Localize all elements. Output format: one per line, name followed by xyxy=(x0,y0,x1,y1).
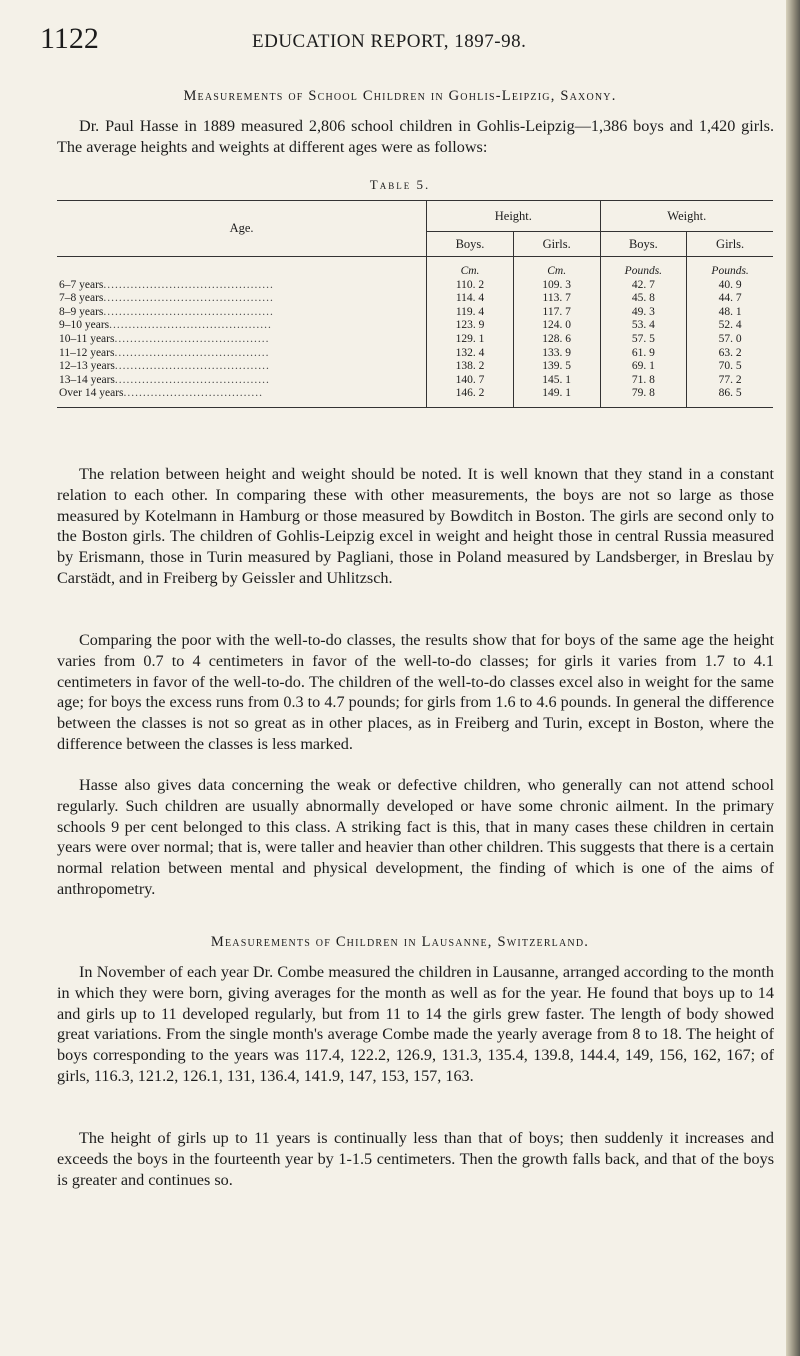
paragraph-relation: The relation between height and weight should be noted. It is well known that they stand in a constant relation to each other. In comparing these with other measurements, the boys are not so large as those measured by Kotelmann in Hamburg or those measured by Bowditch in Boston. The girls are second only to the Boston girls. The children of Gohlis-Leipzig excel in weight and height those in central Russia measured by Erismann, those in Turin measured by Pagliani, those in Poland measured by Landsberger, in Breslau by Carstädt, and in Freiberg by Geissler and Uhlitzsch. xyxy=(57,465,774,587)
weight-boys-cell: 71. 8 xyxy=(600,374,687,388)
page-number: 1122 xyxy=(40,22,99,55)
height-girls-cell: 128. 6 xyxy=(513,333,600,347)
table-row xyxy=(57,333,773,347)
weight-girls-cell: 70. 5 xyxy=(718,360,742,373)
height-boys-cell: 114. 4 xyxy=(427,292,514,306)
age-label: 10–11 years xyxy=(59,332,115,345)
age-cell xyxy=(57,347,427,361)
weight-girls-cell: 63. 2 xyxy=(718,346,742,359)
weight-boys-cell: 45. 8 xyxy=(600,292,687,306)
height-girls-cell: 139. 5 xyxy=(513,360,600,374)
leader-dots: ........................................ xyxy=(114,373,270,386)
age-cell xyxy=(57,319,427,333)
unit-height-girls: Cm. xyxy=(513,257,600,279)
table-row xyxy=(57,387,773,407)
paragraph-girls-height: The height of girls up to 11 years is continually less than that of boys; then suddenly it increases and exceeds the boys in the fourteenth year by 1-1.5 centimeters. Then the growth falls back, and that of the boys is greater and continues so. xyxy=(57,1129,774,1189)
table-row xyxy=(57,292,773,306)
weight-girls-cell: 48. 1 xyxy=(718,305,742,318)
height-boys-cell: 129. 1 xyxy=(427,333,514,347)
height-boys-cell: 146. 2 xyxy=(427,387,514,407)
age-label: 12–13 years xyxy=(59,360,115,373)
age-label: 11–12 years xyxy=(59,346,115,359)
paragraph-defective: Hasse also gives data concerning the weak or defective children, who generally can not attend school regularly. Such children are usually abnormally developed or have some chronic ailment. In the primary schools 9 per cent belonged to this class. A striking fact is this, that in many cases these children in certain years were over normal; that is, were taller and heavier than other children. This suggests that there is a certain normal relation between mental and physical development, the finding of which is one of the aims of anthropometry. xyxy=(57,776,774,898)
age-label: Over 14 years xyxy=(59,387,124,400)
weight-boys-cell: 69. 1 xyxy=(600,360,687,374)
age-label: 7–8 years xyxy=(59,292,104,305)
height-boys-header: Boys. xyxy=(427,232,514,257)
table-row xyxy=(57,306,773,320)
unit-height-boys: Cm. xyxy=(427,257,514,279)
weight-boys-cell: 57. 5 xyxy=(600,333,687,347)
leader-dots: ............................................ xyxy=(103,305,274,318)
weight-header: Weight. xyxy=(600,201,773,232)
table-row xyxy=(57,279,773,293)
weight-boys-cell: 42. 7 xyxy=(600,279,687,293)
weight-girls-cell: 77. 2 xyxy=(718,373,742,386)
table-row xyxy=(57,319,773,333)
table-row xyxy=(57,360,773,374)
weight-boys-header: Boys. xyxy=(600,232,687,257)
leader-dots: ........................................ xyxy=(114,360,270,373)
weight-boys-cell: 61. 9 xyxy=(600,347,687,361)
paragraph-lausanne: In November of each year Dr. Combe measured the children in Lausanne, arranged according to the month in which they were born, giving averages for the month as well as for the year. He found that boys up to 14 and girls up to 11 developed regularly, but from 11 to 14 the girls grew faster. The length of body showed great variations. From the single month's average Combe made the yearly average from 8 to 18. The height of boys corresponding to the years was 117.4, 122.2, 126.9, 131.3, 135.4, 139.8, 144.4, 149, 156, 162, 167; of girls, 116.3, 121.2, 126.1, 131, 136.4, 141.9, 147, 153, 157, 163. xyxy=(57,963,774,1085)
unit-weight-girls: Pounds. xyxy=(711,265,749,277)
weight-girls-cell: 44. 7 xyxy=(718,292,742,305)
leader-dots: .......................................... xyxy=(109,319,272,332)
height-header: Height. xyxy=(427,201,600,232)
age-cell xyxy=(57,360,427,374)
page-header xyxy=(40,22,780,58)
height-boys-cell: 132. 4 xyxy=(427,347,514,361)
age-cell xyxy=(57,374,427,388)
page-edge xyxy=(786,0,800,1356)
table-row xyxy=(57,374,773,388)
unit-weight-boys: Pounds. xyxy=(600,257,687,279)
height-girls-cell: 145. 1 xyxy=(513,374,600,388)
age-label: 8–9 years xyxy=(59,305,104,318)
height-boys-cell: 119. 4 xyxy=(427,306,514,320)
height-boys-cell: 138. 2 xyxy=(427,360,514,374)
leader-dots: .................................... xyxy=(123,387,264,400)
height-girls-cell: 149. 1 xyxy=(513,387,600,407)
table-row xyxy=(57,347,773,361)
table-body xyxy=(57,257,773,408)
age-cell xyxy=(57,387,427,407)
height-boys-cell: 140. 7 xyxy=(427,374,514,388)
age-label: 13–14 years xyxy=(59,373,115,386)
height-girls-cell: 117. 7 xyxy=(513,306,600,320)
age-cell xyxy=(57,292,427,306)
leader-dots: ............................................ xyxy=(103,292,274,305)
section-heading-gohlis: Measurements of School Children in Gohlis-Leipzig, Saxony. xyxy=(183,88,617,104)
height-girls-cell: 124. 0 xyxy=(513,319,600,333)
age-header: Age. xyxy=(57,201,427,257)
height-girls-header: Girls. xyxy=(513,232,600,257)
intro-paragraph: Dr. Paul Hasse in 1889 measured 2,806 school children in Gohlis-Leipzig—1,386 boys and 1,420 girls. The average heights and weights at different ages were as follows: xyxy=(57,117,774,156)
table-caption: Table 5. xyxy=(369,177,431,192)
weight-girls-cell: 52. 4 xyxy=(718,319,742,332)
section-heading-lausanne: Measurements of Children in Lausanne, Switzerland. xyxy=(210,934,590,950)
height-boys-cell: 110. 2 xyxy=(427,279,514,293)
age-label: 9–10 years xyxy=(59,319,110,332)
paragraph-classes: Comparing the poor with the well-to-do classes, the results show that for boys of the same age the height varies from 0.7 to 4 centimeters in favor of the well-to-do classes; for girls it varies from 1.7 to 4.1 centimeters in favor of the well-to-do. The children of the well-to-do classes excel also in weight for the same age; for boys the excess runs from 0.3 to 4.7 pounds; for girls from 1.6 to 4.6 pounds. In general the difference between the classes is not so great as in other places, as in Freiberg and Turin, except in Boston, where the difference between the classes is less marked. xyxy=(57,631,774,753)
weight-girls-header: Girls. xyxy=(687,232,773,257)
weight-boys-cell: 79. 8 xyxy=(600,387,687,407)
weight-boys-cell: 49. 3 xyxy=(600,306,687,320)
weight-girls-cell: 57. 0 xyxy=(718,332,742,345)
leader-dots: ............................................ xyxy=(103,278,274,291)
height-girls-cell: 113. 7 xyxy=(513,292,600,306)
measurements-table xyxy=(57,200,773,408)
age-cell xyxy=(57,333,427,347)
leader-dots: ........................................ xyxy=(114,332,270,345)
weight-boys-cell: 53. 4 xyxy=(600,319,687,333)
weight-girls-cell: 40. 9 xyxy=(718,278,742,291)
height-boys-cell: 123. 9 xyxy=(427,319,514,333)
leader-dots: ........................................ xyxy=(114,346,270,359)
running-head: EDUCATION REPORT, 1897-98. xyxy=(252,31,527,52)
age-label: 6–7 years xyxy=(59,278,104,291)
weight-girls-cell: 86. 5 xyxy=(687,387,773,407)
age-cell xyxy=(57,306,427,320)
height-girls-cell: 133. 9 xyxy=(513,347,600,361)
units-row xyxy=(57,257,773,279)
height-girls-cell: 109. 3 xyxy=(513,279,600,293)
age-cell xyxy=(57,279,427,293)
